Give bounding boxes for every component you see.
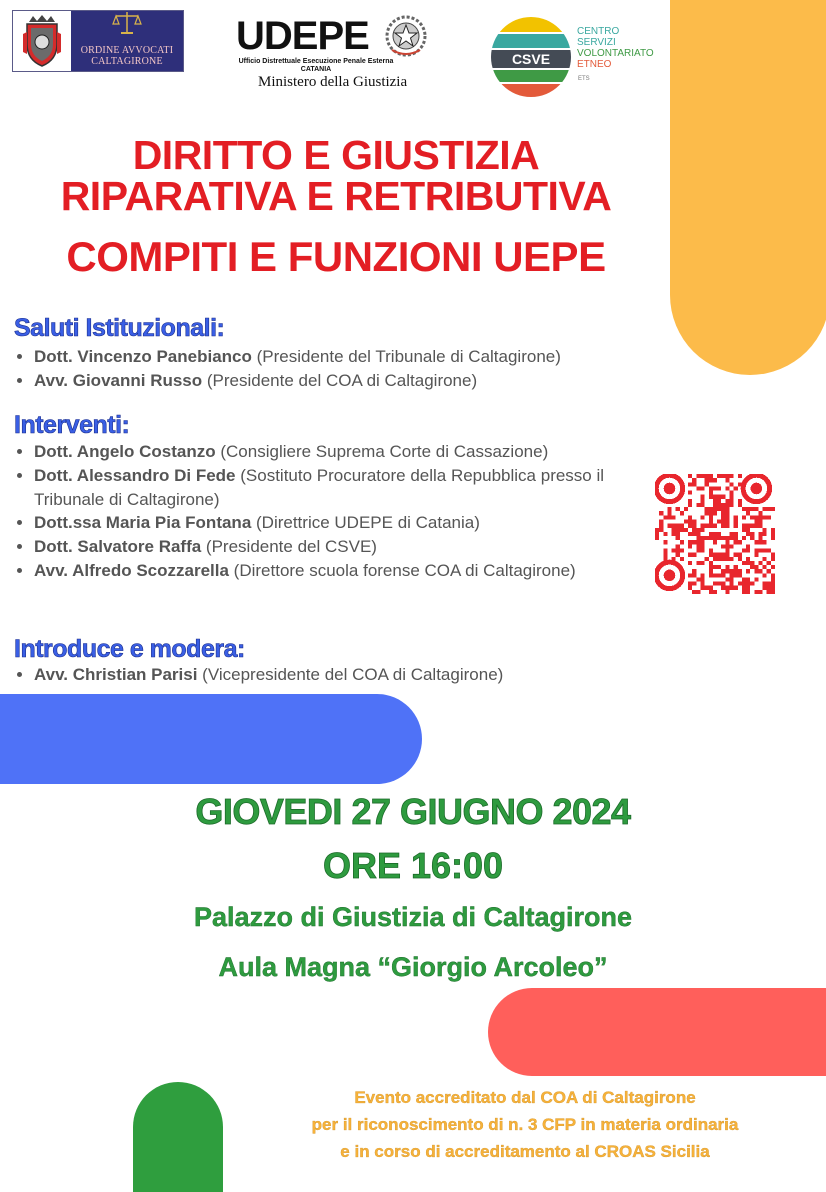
list-item — [34, 663, 654, 687]
title-line2: RIPARATIVA E RETRIBUTIVA — [60, 173, 612, 219]
speaker-role: (Direttore scuola forense COA di Caltagirone) — [228, 560, 576, 580]
speaker-name: Avv. Alfredo Scozzarella — [34, 560, 229, 580]
csve-ets-label: ETS — [578, 76, 590, 82]
event-room: Aula Magna “Giorgio Arcoleo” — [218, 952, 608, 982]
speaker-role: (Vicepresidente del COA di Caltagirone) — [197, 665, 504, 684]
modera-heading: Introduce e modera: — [14, 635, 245, 663]
blue-decorative-shape — [0, 694, 422, 784]
saluti-list — [14, 345, 674, 393]
speaker-role: (Presidente del COA di Caltagirone) — [202, 370, 478, 390]
accreditation-note — [250, 1084, 800, 1165]
ministry-label: Ministero della Giustizia — [258, 74, 408, 90]
csve-name — [577, 26, 654, 70]
speaker-role: (Presidente del CSVE) — [201, 537, 377, 557]
list-item — [34, 559, 644, 583]
yellow-decorative-shape — [670, 0, 826, 375]
csve-mark-icon — [488, 16, 578, 98]
udepe-sub-line1: Ufficio Distrettuale Esecuzione Penale Esterna — [238, 58, 394, 65]
udepe-wordmark: UDEPE — [236, 14, 369, 58]
green-decorative-shape — [133, 1082, 223, 1192]
event-date: GIOVEDI 27 GIUGNO 2024 — [195, 791, 631, 832]
ordine-logo-line1: ORDINE AVVOCATI — [80, 45, 174, 56]
title-line1: DIRITTO E GIUSTIZIA — [132, 132, 540, 178]
speaker-name: Avv. Giovanni Russo — [34, 370, 203, 390]
italian-republic-emblem-icon — [384, 14, 428, 63]
scales-of-justice-icon — [112, 10, 142, 41]
speaker-role: (Direttrice UDEPE di Catania) — [251, 513, 480, 533]
list-item — [34, 464, 644, 512]
csve-line3: VOLONTARIATO — [577, 48, 654, 59]
accreditation-line2: per il riconoscimento di n. 3 CFP in materia ordinaria — [311, 1115, 739, 1134]
list-item — [34, 440, 644, 464]
accreditation-line1: Evento accreditato dal COA di Caltagirone — [354, 1088, 696, 1107]
udepe-logo — [232, 10, 432, 96]
accreditation-line3: e in corso di accreditamento al CROAS Sicilia — [340, 1142, 710, 1161]
interventi-list — [14, 440, 644, 583]
speaker-name: Dott. Salvatore Raffa — [34, 537, 202, 557]
speaker-name: Dott. Alessandro Di Fede — [34, 465, 236, 485]
ordine-avvocati-logo — [12, 10, 184, 72]
interventi-heading: Interventi: — [14, 411, 130, 439]
ordine-logo-line2: CALTAGIRONE — [91, 56, 163, 67]
qr-code[interactable] — [655, 474, 775, 594]
udepe-subtitle — [236, 58, 396, 74]
title-line3: COMPITI E FUNZIONI UEPE — [66, 233, 606, 280]
modera-list — [14, 663, 654, 687]
saluti-heading: Saluti Istituzionali: — [14, 314, 225, 342]
list-item — [34, 345, 674, 369]
csve-logo — [488, 16, 678, 98]
csve-line4: ETNEO — [577, 59, 612, 70]
speaker-name: Dott.ssa Maria Pia Fontana — [34, 513, 252, 533]
speaker-name: Avv. Christian Parisi — [34, 665, 198, 684]
event-time: ORE 16:00 — [322, 845, 504, 886]
speaker-name: Dott. Vincenzo Panebianco — [34, 347, 252, 366]
csve-line1: CENTRO — [577, 26, 620, 37]
csve-line2: SERVIZI — [577, 37, 616, 48]
list-item — [34, 535, 644, 559]
udepe-sub-line2: CATANIA — [300, 66, 332, 73]
caltagirone-crest-icon — [13, 11, 71, 71]
event-place: Palazzo di Giustizia di Caltagirone — [193, 902, 633, 932]
csve-abbr-text: CSVE — [511, 51, 551, 67]
speaker-role: (Presidente del Tribunale di Caltagirone) — [251, 347, 561, 366]
list-item — [34, 511, 644, 535]
speaker-name: Dott. Angelo Costanzo — [34, 442, 216, 461]
red-decorative-shape — [488, 988, 826, 1076]
list-item — [34, 369, 674, 393]
speaker-role: (Consigliere Suprema Corte di Cassazione) — [215, 442, 549, 461]
speaker-role: (Sostituto Procuratore della Repubblica presso il Tribunale di Caltagirone) — [34, 465, 605, 509]
